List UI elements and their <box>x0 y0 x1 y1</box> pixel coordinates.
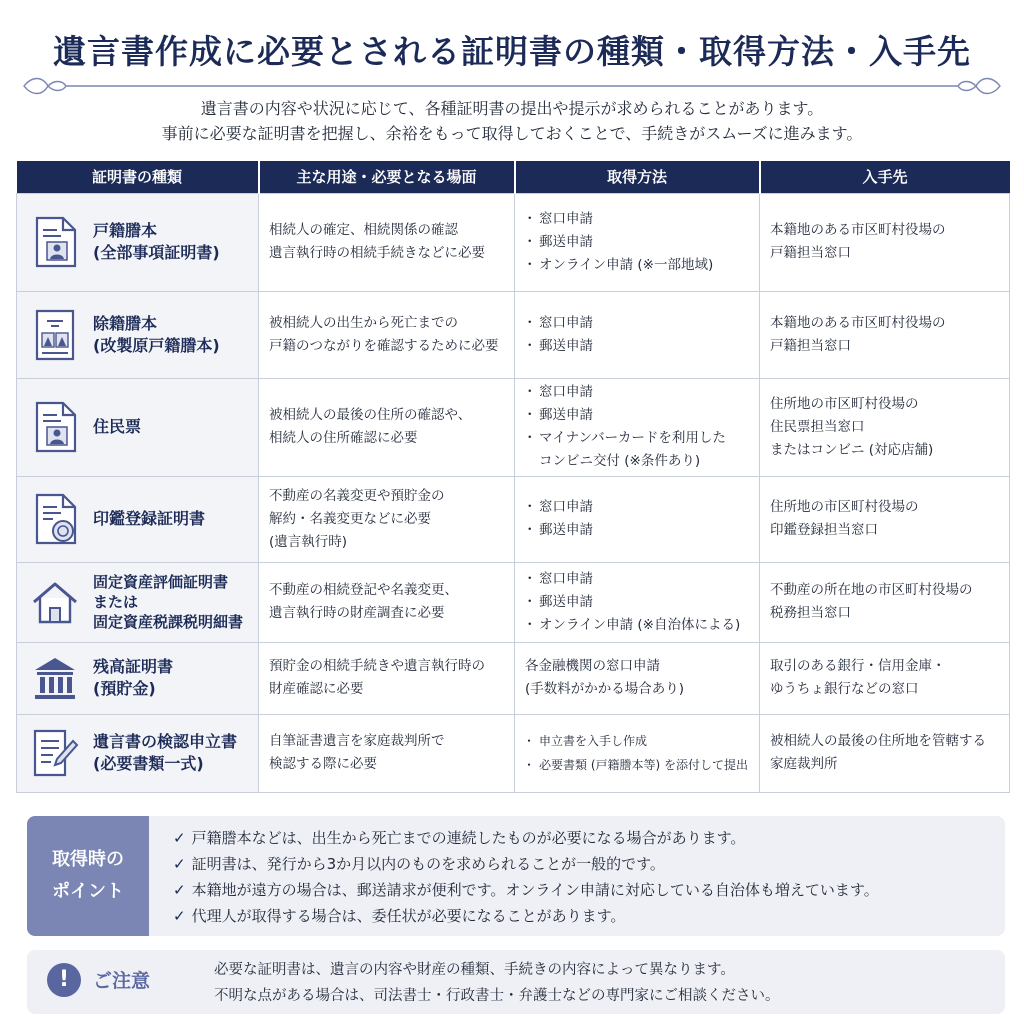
doc-name-line: (必要書類一式) <box>93 754 204 773</box>
id-document-icon <box>31 216 79 268</box>
cell-type <box>17 291 259 378</box>
table-header-row <box>17 161 1010 193</box>
table-row <box>17 562 1010 642</box>
method-item: ・ 窓口申請 <box>525 496 749 519</box>
table-row <box>17 378 1010 476</box>
doc-name <box>93 731 237 775</box>
cell-type <box>17 476 259 562</box>
doc-name-line: 戸籍謄本 <box>93 221 158 240</box>
method-item: ・ 必要書類 (戸籍謄本等) を添付して提出 <box>525 753 749 777</box>
check-icon: ✓ <box>173 829 186 847</box>
document-pen-icon <box>31 727 79 779</box>
where-line: 住民票担当窓口 <box>770 418 865 435</box>
doc-name-line: (改製原戸籍謄本) <box>93 335 220 355</box>
usage-line: 遺言執行時の相続手続きなどに必要 <box>269 245 485 261</box>
doc-name-line: 住民票 <box>93 417 142 436</box>
usage-line: 被相続人の最後の住所の確認や、 <box>269 407 472 423</box>
method-item: ・ 窓口申請 <box>525 381 749 404</box>
page-title: 遺言書作成に必要とされる証明書の種類・取得方法・入手先 <box>53 32 971 71</box>
family-register-icon <box>31 309 79 361</box>
doc-name-line: 固定資産評価証明書 <box>93 573 229 591</box>
method-item: ・ 窓口申請 <box>525 568 749 591</box>
method-item-continuation: コンビニ交付 (※条件あり) <box>539 453 701 469</box>
table-row <box>17 193 1010 291</box>
notice-line: 不明な点がある場合は、司法書士・行政書士・弁護士などの専門家にご相談ください。 <box>214 988 780 1004</box>
cell-usage <box>259 193 515 291</box>
point-text: 本籍地が遠方の場合は、郵送請求が便利です。オンライン申請に対応している自治体も増えています。 <box>191 881 879 899</box>
usage-line: 不動産の名義変更や預貯金の <box>269 487 445 504</box>
cell-where <box>760 642 1010 714</box>
where-line: 印鑑登録担当窓口 <box>770 522 878 538</box>
usage-line: 相続人の確定、相続関係の確認 <box>269 222 458 238</box>
cell-method <box>515 193 760 291</box>
points-label-line: 取得時の <box>52 849 124 870</box>
usage-line: 不動産の相続登記や名義変更、 <box>269 582 458 598</box>
usage-line: 解約・名義変更などに必要 <box>269 510 431 527</box>
usage-line: 財産確認に必要 <box>269 681 364 697</box>
where-line: 不動産の所在地の市区町村役場の <box>770 582 973 598</box>
where-line: 戸籍担当窓口 <box>770 337 851 354</box>
doc-name-line: 除籍謄本 <box>93 313 158 333</box>
doc-name-line: 印鑑登録証明書 <box>93 509 206 528</box>
doc-name-line: 固定資産税課税明細書 <box>93 613 244 631</box>
usage-line: 預貯金の相続手続きや遺言執行時の <box>269 658 485 674</box>
cell-usage <box>259 642 515 714</box>
cell-usage <box>259 476 515 562</box>
cell-method <box>515 562 760 642</box>
method-line: (手数料がかかる場合あり) <box>525 681 685 697</box>
points-label-line: ポイント <box>52 881 124 902</box>
notice-text <box>214 957 780 1009</box>
method-item: ・ 窓口申請 <box>525 312 749 335</box>
where-line: 税務担当窓口 <box>770 605 851 621</box>
usage-line: 相続人の住所確認に必要 <box>269 430 418 446</box>
acquisition-points-panel <box>27 816 1005 936</box>
cell-type <box>17 714 259 792</box>
exclamation-icon: ! <box>47 963 81 997</box>
check-icon: ✓ <box>173 881 186 899</box>
cell-where <box>760 562 1010 642</box>
header-usage: 主な用途・必要となる場面 <box>259 161 515 193</box>
cell-method <box>515 378 760 476</box>
usage-line: 戸籍のつながりを確認するために必要 <box>269 337 499 354</box>
cell-method <box>515 642 760 714</box>
cell-type <box>17 193 259 291</box>
doc-name-line: 遺言書の検認申立書 <box>93 732 238 751</box>
table-row <box>17 642 1010 714</box>
where-line: 取引のある銀行・信用金庫・ <box>770 658 946 674</box>
doc-name-line: 残高証明書 <box>93 657 174 676</box>
cell-where <box>760 193 1010 291</box>
usage-line: 遺言執行時の財産調査に必要 <box>269 605 445 621</box>
point-text: 代理人が取得する場合は、委任状が必要になることがあります。 <box>191 907 626 925</box>
usage-line: 自筆証書遺言を家庭裁判所で <box>269 733 445 749</box>
check-icon: ✓ <box>173 855 186 873</box>
table-row <box>17 476 1010 562</box>
table-row <box>17 291 1010 378</box>
where-line: 本籍地のある市区町村役場の <box>770 314 946 331</box>
where-line: 本籍地のある市区町村役場の <box>770 222 946 238</box>
cell-usage <box>259 714 515 792</box>
doc-name <box>93 416 141 438</box>
usage-line: 被相続人の出生から死亡までの <box>269 314 458 331</box>
cell-type <box>17 642 259 714</box>
doc-name <box>93 508 205 530</box>
cell-usage <box>259 562 515 642</box>
notice-label: ご注意 <box>93 970 151 992</box>
cell-where <box>760 476 1010 562</box>
cell-usage <box>259 291 515 378</box>
usage-line: 検認する際に必要 <box>269 756 377 772</box>
check-icon: ✓ <box>173 907 186 925</box>
method-item: ・ 郵送申請 <box>525 335 749 358</box>
cell-where <box>760 714 1010 792</box>
title-divider-ornament <box>22 74 1002 98</box>
method-item: ・ 郵送申請 <box>525 519 749 542</box>
method-item: ・ マイナンバーカードを利用した <box>525 427 749 450</box>
method-item: ・ オンライン申請 (※一部地域) <box>525 254 749 277</box>
bank-icon <box>31 652 79 704</box>
method-item: ・ 窓口申請 <box>525 208 749 231</box>
doc-name <box>93 572 243 632</box>
notice-line: 必要な証明書は、遺言の内容や財産の種類、手続きの内容によって異なります。 <box>214 962 735 978</box>
method-item: ・ オンライン申請 (※自治体による) <box>525 614 749 637</box>
list-item <box>173 903 879 929</box>
method-item: ・ 郵送申請 <box>525 231 749 254</box>
table-row <box>17 714 1010 792</box>
list-item <box>173 825 879 851</box>
intro-text <box>0 96 1024 146</box>
list-item <box>173 877 879 903</box>
doc-name-line: または <box>93 593 139 611</box>
cell-where <box>760 291 1010 378</box>
doc-name-line: (全部事項証明書) <box>93 243 220 262</box>
doc-name <box>93 220 220 264</box>
point-text: 証明書は、発行から3か月以内のものを求められることが一般的です。 <box>191 855 665 873</box>
header-method: 取得方法 <box>515 161 760 193</box>
cell-usage <box>259 378 515 476</box>
where-line: 家庭裁判所 <box>770 756 838 772</box>
cell-method <box>515 291 760 378</box>
cell-method <box>515 476 760 562</box>
point-text: 戸籍謄本などは、出生から死亡までの連続したものが必要になる場合があります。 <box>191 829 746 847</box>
where-line: 住所地の市区町村役場の <box>770 395 919 412</box>
points-label <box>27 816 149 936</box>
where-line: 住所地の市区町村役場の <box>770 499 919 515</box>
header-type: 証明書の種類 <box>17 161 259 193</box>
method-line: 各金融機関の窓口申請 <box>525 658 660 674</box>
method-item: ・ 申立書を入手し作成 <box>525 729 749 753</box>
method-item: ・ 郵送申請 <box>525 404 749 427</box>
doc-name-line: (預貯金) <box>93 679 156 698</box>
cell-type <box>17 562 259 642</box>
cell-type <box>17 378 259 476</box>
cell-method <box>515 714 760 792</box>
method-item: ・ 郵送申請 <box>525 591 749 614</box>
doc-name <box>93 656 173 700</box>
seal-certificate-icon <box>31 493 79 545</box>
intro-line: 事前に必要な証明書を把握し、余裕をもって取得しておくことで、手続きがスムーズに進みます。 <box>161 124 863 143</box>
where-line: またはコンビニ (対応店舗) <box>770 441 934 458</box>
resident-document-icon <box>31 401 79 453</box>
doc-name <box>93 313 220 357</box>
header-where: 入手先 <box>760 161 1010 193</box>
notice-panel <box>27 950 1005 1014</box>
intro-line: 遺言書の内容や状況に応じて、各種証明書の提出や提示が求められることがあります。 <box>200 99 824 118</box>
where-line: 被相続人の最後の住所地を管轄する <box>770 733 986 749</box>
where-line: ゆうちょ銀行などの窓口 <box>770 681 919 697</box>
cell-where <box>760 378 1010 476</box>
points-list <box>173 825 879 929</box>
where-line: 戸籍担当窓口 <box>770 245 851 261</box>
house-icon <box>31 576 79 628</box>
certificate-table <box>16 161 1010 793</box>
list-item <box>173 851 879 877</box>
usage-line: (遺言執行時) <box>269 533 348 550</box>
